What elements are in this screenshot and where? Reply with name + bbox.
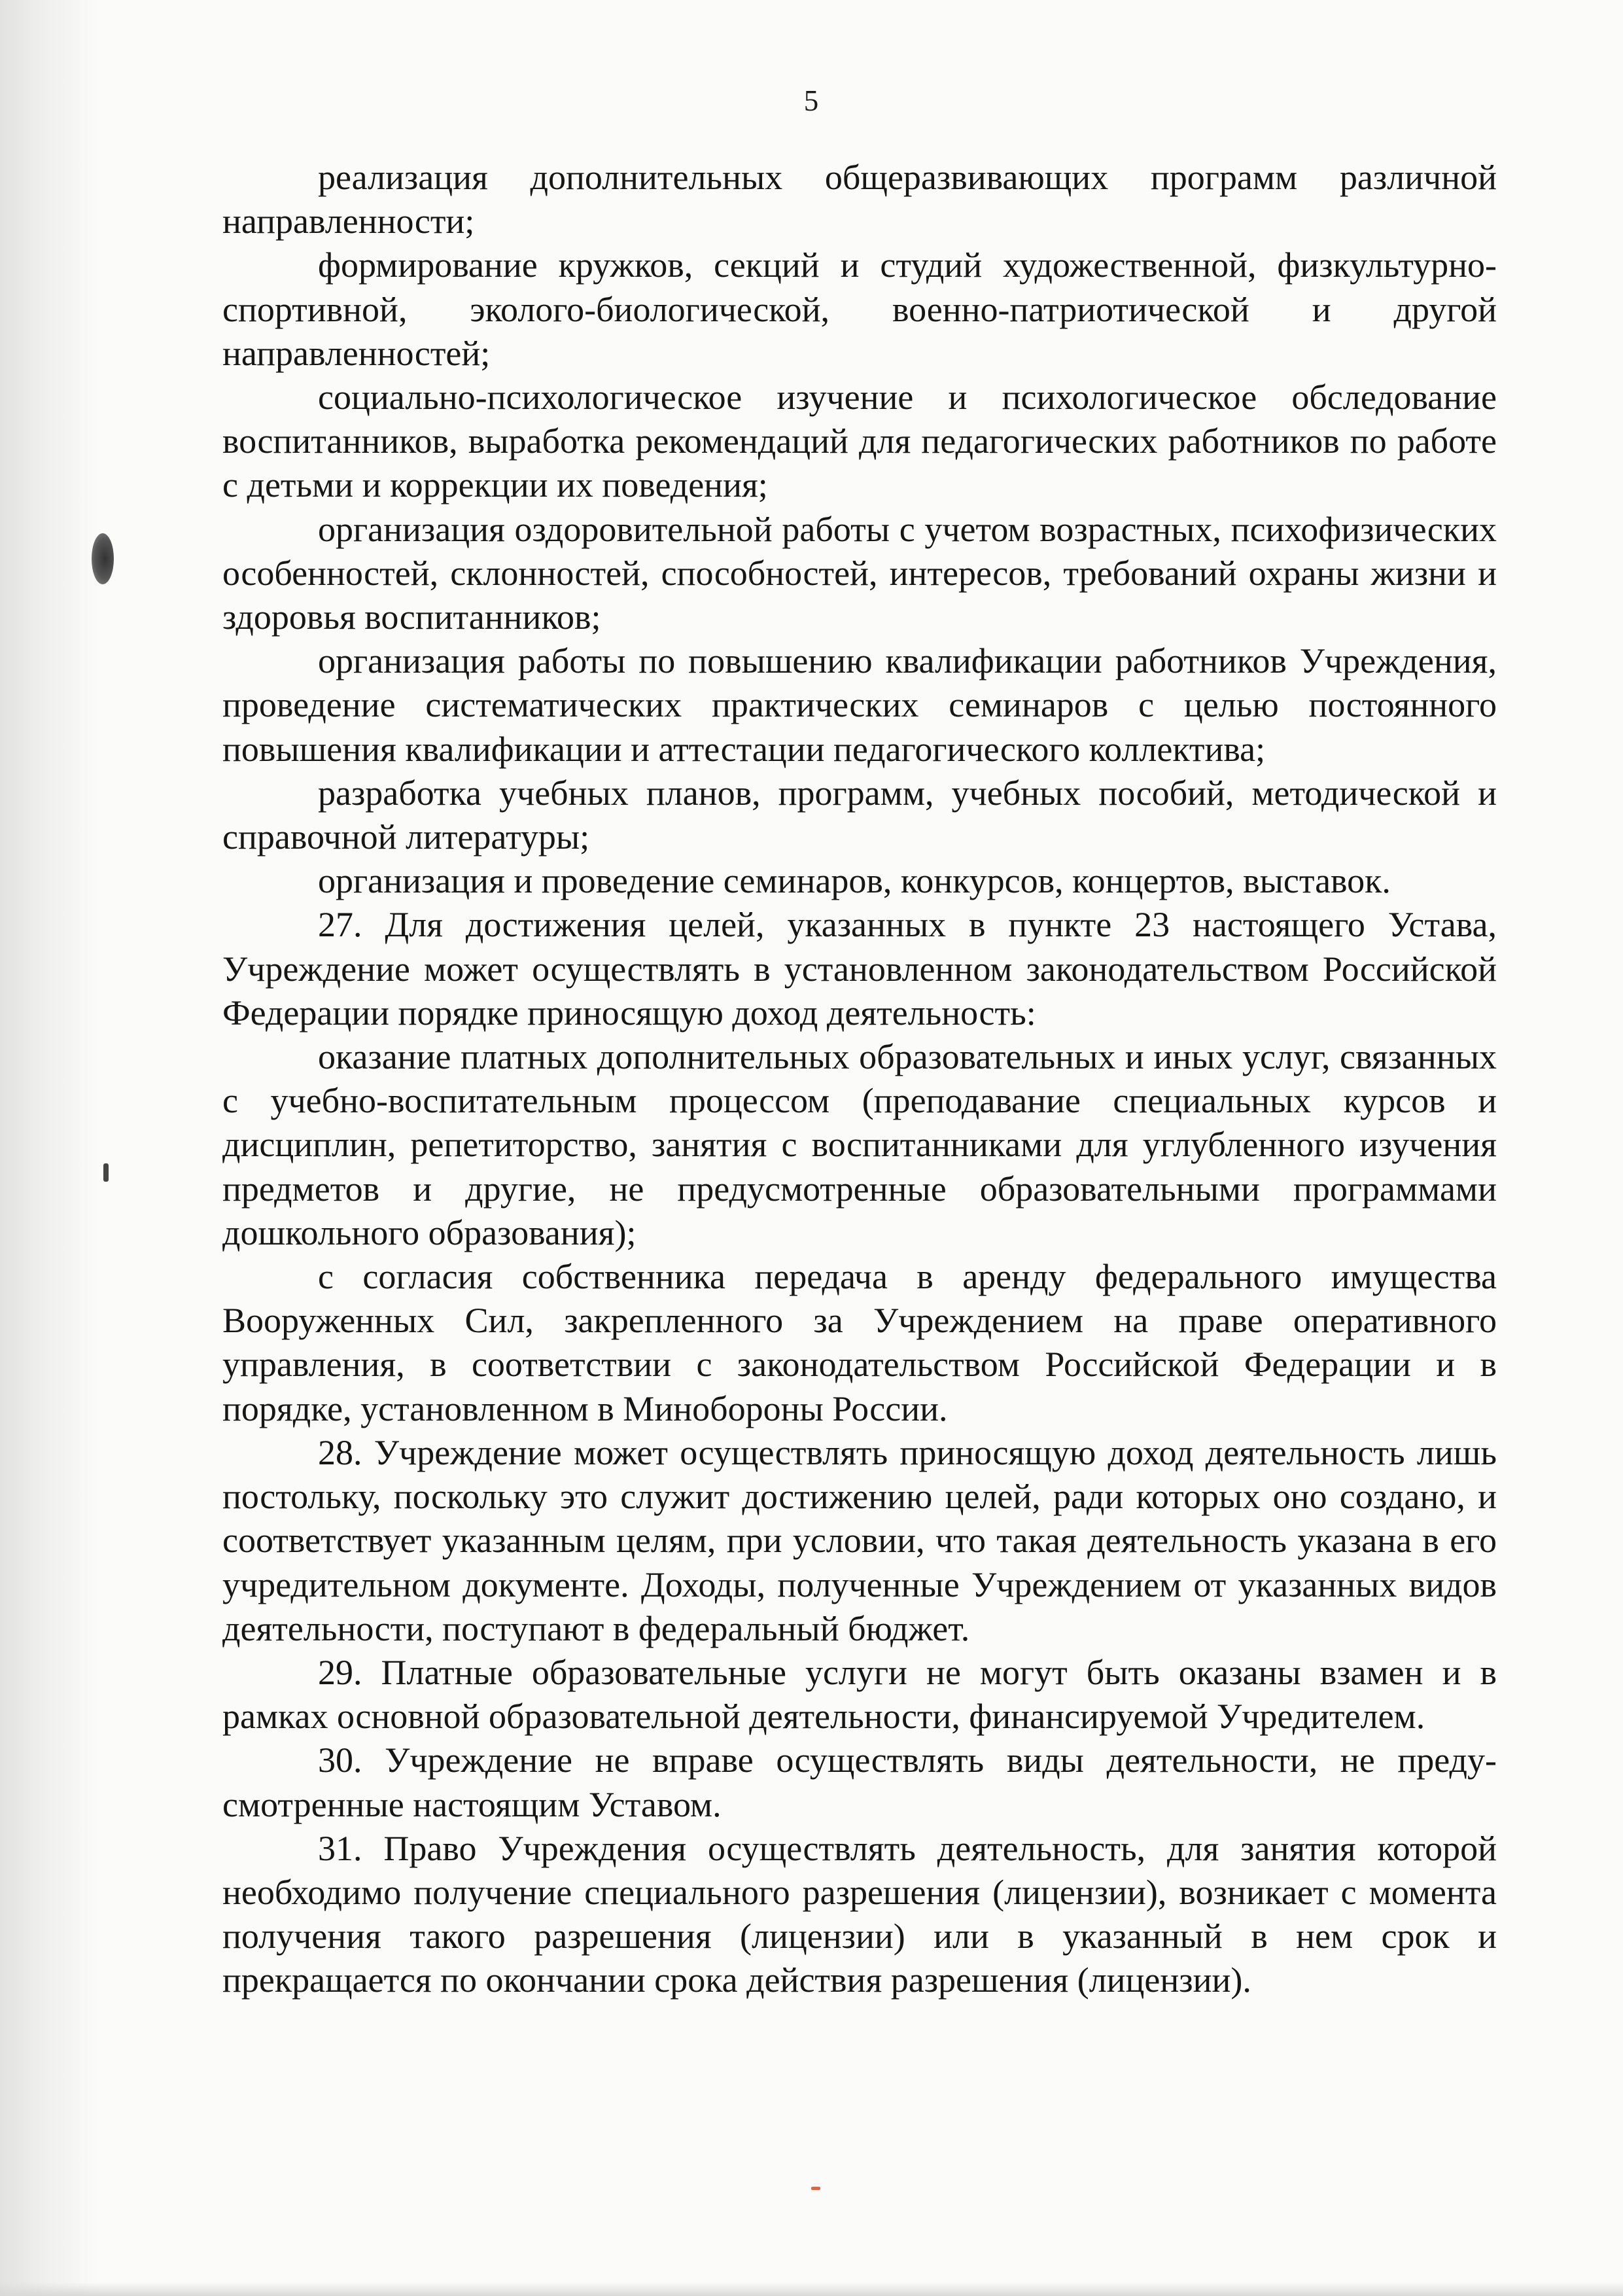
punch-mark: [103, 1163, 109, 1182]
binding-shadow: [0, 0, 98, 2296]
page-number: 5: [803, 84, 819, 117]
paragraph: 28. Учреждение может осуществлять приносящую доход деятельность лишь постольку, поскольку это служит достижению целей, ради которых оно создано, и соответствует указанным целям, при условии, что такая деятельность указана в его учредительном документе. Доходы, полученные Учреждением от указанных видов деятельности, поступают в федеральный бюджет.: [222, 1432, 1497, 1648]
paragraph: 29. Платные образовательные услуги не могут быть оказаны взамен и в рамках основной образовательной деятельности, финансируемой Учредителем.: [222, 1652, 1497, 1737]
paragraph: оказание платных дополнительных образовательных и иных услуг, связанных с учебно-воспитательным процессом (преподавание специальных курсов и дисциплин, репетиторство, занятия с воспитанниками для углубленного изучения предметов и другие, не предусмотренные образовательными программами дошкольного образования);: [222, 1037, 1497, 1252]
paragraph: разработка учебных планов, программ, учебных пособий, методической и справочной литературы;: [222, 773, 1497, 857]
paragraph: 31. Право Учреждения осуществлять деятельность, для занятия которой необходимо получение специального разрешения (лицензии), возникает с момента получения такого разрешения (лицензии) или в указанный в нем срок и прекращается по окончании срока действия разрешения (лицензии).: [222, 1828, 1497, 2000]
document-body: [222, 156, 1497, 2003]
punch-hole: [92, 533, 114, 584]
stray-mark: [811, 2187, 820, 2190]
paragraph: социально-психологическое изучение и психологическое обследование воспитанников, выработка рекомендаций для педагогических работников по работе с детьми и коррекции их поведения;: [222, 378, 1497, 505]
paragraph: с согласия собственника передача в аренду федерального имущества Вооруженных Сил, закрепленного за Учреждением на праве оперативного управления, в соответствии с законодательством Российской Федерации и в порядке, установленном в Минобороны России.: [222, 1257, 1497, 1428]
page-bottom-edge: [0, 2282, 1623, 2296]
paragraph: 27. Для достижения целей, указанных в пункте 23 настоящего Устава, Учреждение может осуществлять в установленном законодательством Российской Федерации порядке приносящую доход деятельность:: [222, 905, 1497, 1033]
paragraph: организация и проведение семинаров, конкурсов, концертов, выставок.: [318, 861, 1391, 901]
paragraph: формирование кружков, секций и студий художественной, физкультурно-спортивной, эколого-биологической, военно-патриотической и другой направленностей;: [222, 245, 1497, 373]
paragraph: организация работы по повышению квалификации работников Учреждения, проведение систематических практических семинаров с целью постоянного повышения квалификации и аттестации педагогического коллектива;: [222, 641, 1497, 769]
paragraph: организация оздоровительной работы с учетом возрастных, психофизических особенностей, склонностей, способностей, интересов, требований охраны жизни и здоровья воспитанников;: [222, 509, 1497, 637]
paragraph: 30. Учреждение не вправе осуществлять виды деятельности, не предусмотренные настоящим Уставом.: [222, 1740, 1497, 1824]
paragraph: реализация дополнительных общеразвивающих программ различной направленности;: [222, 158, 1497, 241]
